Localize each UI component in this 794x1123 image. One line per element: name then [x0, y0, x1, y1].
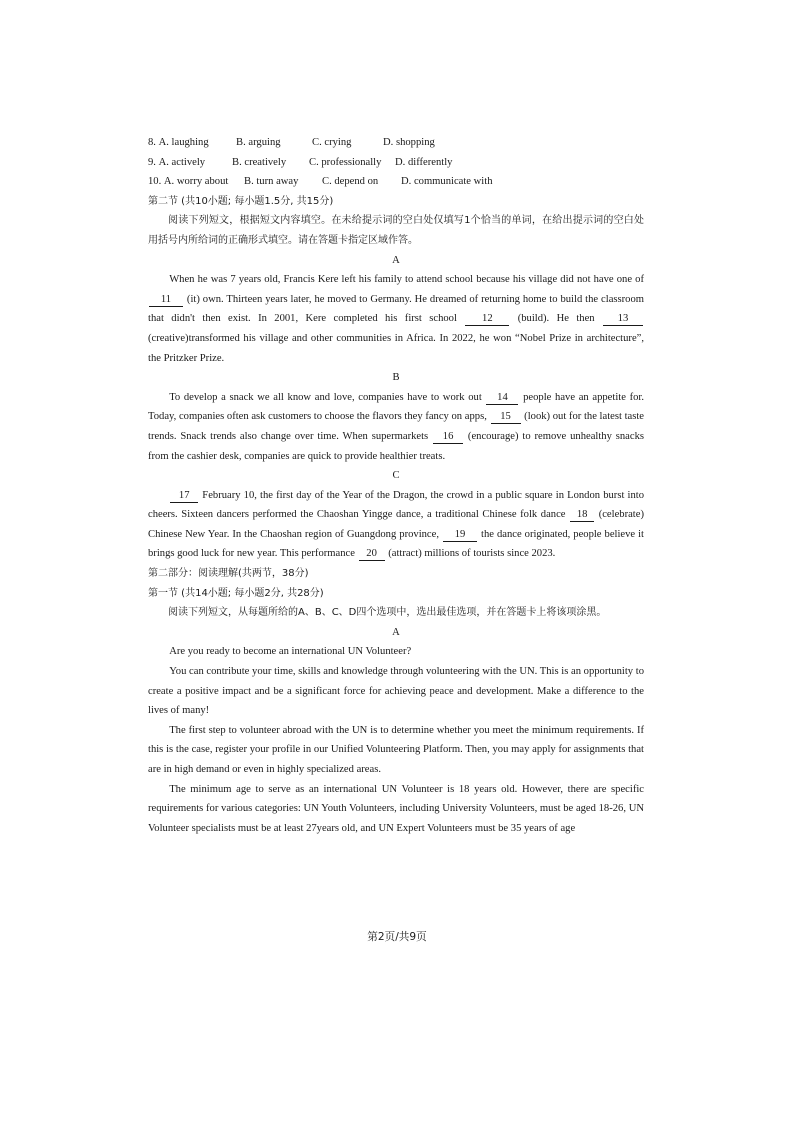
blank-20: 20: [359, 547, 385, 561]
section2-heading: 第二节 (共10小题; 每小题1.5分, 共15分): [148, 195, 334, 207]
option-8c: C. crying: [312, 137, 352, 148]
passage-text: February 10, the first day of the Year of the Dragon, the crowd in a public square in London burst into cheers. Sixteen dancers performed the Chaoshan Yingge dance, a traditional Chinese folk dance: [148, 489, 644, 521]
option-text: A. laughing: [158, 137, 209, 148]
reading-a-title: Are you ready to become an international UN Volunteer?: [169, 646, 412, 658]
question-number: 9.: [148, 156, 156, 168]
passage-text: (celebrate) Chinese New Year. In the Chaoshan region of Guangdong province,: [148, 509, 644, 540]
passage-c-text: [148, 486, 644, 564]
reading-a-paragraph-1: You can contribute your time, skills and knowledge through volunteering with the UN. This is an opportunity to create a positive impact and be a significant force for achieving peace and development. Make a difference to the lives of many!: [148, 666, 644, 717]
section2-instruction: 阅读下列短文，根据短文内容填空。在未给提示词的空白处仅填写1个恰当的单词，在给出提示词的空白处用括号内所给词的正确形式填空。请在答题卡指定区域作答。: [148, 215, 644, 246]
reading-a-paragraph-3: The minimum age to serve as an international UN Volunteer is 18 years old. However, there are specific requirements for various categories: UN Youth Volunteers, including University Volunteers, must be aged 18-26, UN Volunteer specialists must be at least 27years old, and UN Expert Volunteers must be 35 years of age: [148, 783, 644, 834]
passage-c-label: C: [392, 470, 400, 482]
option-text: A. actively: [158, 156, 206, 168]
passage-text: (it) own. Thirteen years later, he moved to Germany. He dreamed of returning home to build the classroom that didn't then exist. In 2001, Kere completed his first school: [148, 293, 644, 325]
question-9-options: [148, 153, 644, 173]
blank-13: 13: [603, 312, 643, 326]
reading-a-paragraph-2: The first step to volunteer abroad with the UN is to determine whether you meet the minimum requirements. If this is the case, register your profile in our Unified Volunteering Platform. Then, you may apply for assignments that are in high demand or even in highly specialized areas.: [148, 724, 644, 775]
option-9d: D. differently: [395, 156, 453, 168]
blank-12: 12: [465, 312, 509, 326]
passage-text: people have an appetite for. Today, companies often ask customers to choose the flavors they fancy on apps,: [148, 391, 644, 423]
passage-text: (look) out for the latest taste trends. Snack trends also change over time. When supermarkets: [148, 411, 644, 442]
option-text: A. worry about: [163, 176, 229, 188]
option-10a: [148, 172, 244, 192]
reading-a-label: A: [392, 626, 400, 638]
passage-a-label: A: [392, 254, 400, 266]
option-8d: D. shopping: [383, 137, 435, 148]
part2-instruction: 阅读下列短文，从每题所给的A、B、C、D四个选项中，选出最佳选项，并在答题卡上将该项涂黑。: [168, 607, 607, 619]
passage-text: (creative)transformed his village and other communities in Africa. In 2022, he won “Nobel Prize in architecture”, the Pritzker Prize.: [148, 332, 644, 364]
option-9b: B. creatively: [232, 156, 287, 168]
blank-18: 18: [570, 508, 594, 522]
passage-text: (encourage) to remove unhealthy snacks from the cashier desk, companies are quick to provide healthier treats.: [148, 430, 644, 462]
passage-a-text: [148, 270, 644, 368]
page-footer: 第2页/共9页: [367, 931, 427, 943]
option-10c: C. depend on: [322, 176, 379, 188]
passage-text: (attract) millions of tourists since 2023.: [385, 548, 556, 560]
question-number: 10.: [148, 176, 162, 188]
blank-16: 16: [433, 430, 463, 444]
option-8b: B. arguing: [236, 137, 281, 148]
page-content: [148, 133, 644, 838]
blank-19: 19: [443, 528, 477, 542]
question-10-options: [148, 172, 644, 192]
passage-text: When he was 7 years old, Francis Kere left his family to attend school because his village did not have one of: [169, 274, 644, 286]
part2-heading: 第二部分：阅读理解(共两节，38分): [148, 568, 309, 580]
blank-11: 11: [149, 293, 183, 307]
passage-b-label: B: [392, 372, 400, 384]
option-10b: B. turn away: [244, 176, 299, 188]
passage-b-text: [148, 388, 644, 466]
option-8a: [148, 133, 236, 153]
blank-14: 14: [486, 391, 518, 405]
passage-text: (build). He then: [510, 313, 602, 325]
option-9c: C. professionally: [309, 156, 382, 168]
blank-15: 15: [491, 410, 521, 424]
question-8-options: [148, 133, 644, 153]
question-number: 8.: [148, 137, 156, 148]
part2-section1-heading: 第一节 (共14小题; 每小题2分, 共28分): [148, 587, 324, 599]
passage-text: the dance originated, people believe it brings good luck for new year. This performance: [148, 528, 645, 560]
passage-text: To develop a snack we all know and love, companies have to work out: [169, 391, 486, 403]
blank-17: 17: [170, 489, 198, 503]
option-9a: [148, 153, 232, 173]
option-10d: D. communicate with: [401, 176, 493, 188]
